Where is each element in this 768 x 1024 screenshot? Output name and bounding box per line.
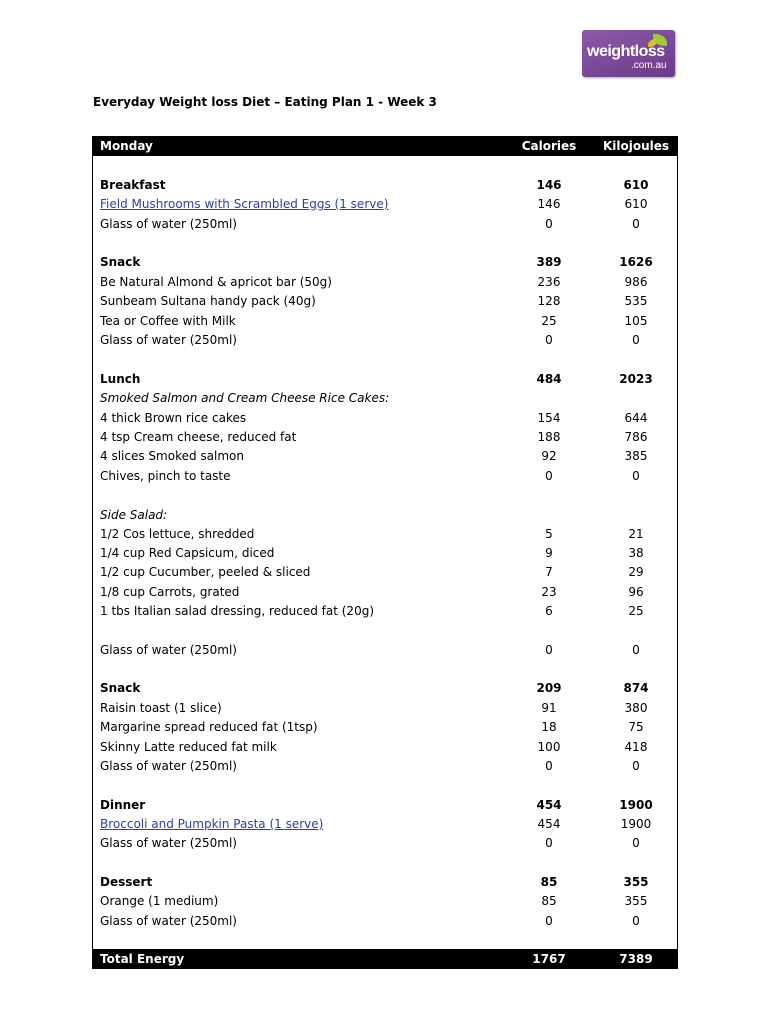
item-kilojoules: 535 <box>624 294 648 308</box>
table-row <box>93 408 677 428</box>
item-calories: 188 <box>537 430 561 444</box>
table-row <box>93 291 677 311</box>
item-calories: 100 <box>537 740 561 754</box>
item-name: Be Natural Almond & apricot bar (50g) <box>100 275 332 289</box>
item-name: Glass of water (250ml) <box>100 914 237 928</box>
item-name: 4 slices Smoked salmon <box>100 449 244 463</box>
item-name: 1/8 cup Carrots, grated <box>100 585 240 599</box>
item-kilojoules: 29 <box>628 565 644 579</box>
item-kilojoules: 610 <box>623 178 649 192</box>
item-name: Chives, pinch to taste <box>100 469 231 483</box>
item-kilojoules: 1626 <box>619 255 653 269</box>
item-name: Side Salad: <box>100 508 168 522</box>
header-day: Monday <box>100 139 153 153</box>
item-name: 1/4 cup Red Capsicum, diced <box>100 546 275 560</box>
table-row <box>93 601 677 621</box>
header-kilojoules: Kilojoules <box>602 139 670 153</box>
table-row <box>93 891 677 911</box>
item-kilojoules: 1900 <box>620 817 652 831</box>
item-name: Snack <box>100 681 141 695</box>
total-calories: 1767 <box>532 952 566 966</box>
item-name: Dinner <box>100 798 146 812</box>
item-name: 4 tsp Cream cheese, reduced fat <box>100 430 297 444</box>
item-name: Sunbeam Sultana handy pack (40g) <box>100 294 316 308</box>
item-name: Glass of water (250ml) <box>100 836 237 850</box>
item-name: Glass of water (250ml) <box>100 643 237 657</box>
table-row <box>93 330 677 350</box>
item-calories: 0 <box>545 469 553 483</box>
item-kilojoules: 380 <box>624 701 648 715</box>
item-kilojoules: 38 <box>628 546 644 560</box>
table-row <box>93 466 677 486</box>
item-name: 1/2 cup Cucumber, peeled & sliced <box>100 565 311 579</box>
item-calories: 146 <box>537 197 561 211</box>
item-calories: 236 <box>537 275 561 289</box>
item-kilojoules: 644 <box>624 411 648 425</box>
header-calories: Calories <box>521 139 577 153</box>
item-calories: 484 <box>536 372 562 386</box>
item-name: 4 thick Brown rice cakes <box>100 411 247 425</box>
item-calories: 0 <box>545 914 553 928</box>
table-row <box>93 717 677 737</box>
item-kilojoules: 1900 <box>619 798 653 812</box>
item-name: Snack <box>100 255 141 269</box>
table-row <box>93 698 677 718</box>
table-row[interactable] <box>93 814 677 834</box>
item-calories: 0 <box>545 643 553 657</box>
item-kilojoules: 21 <box>628 527 644 541</box>
item-calories: 0 <box>545 759 553 773</box>
table-header <box>93 136 677 156</box>
item-calories: 454 <box>536 798 562 812</box>
item-kilojoules: 0 <box>632 836 640 850</box>
item-name: Raisin toast (1 slice) <box>100 701 222 715</box>
recipe-link[interactable]: Broccoli and Pumpkin Pasta (1 serve) <box>100 817 324 831</box>
item-calories: 454 <box>537 817 561 831</box>
item-kilojoules: 418 <box>624 740 648 754</box>
item-calories: 85 <box>541 894 557 908</box>
meal-heading-row <box>93 872 677 892</box>
page-title: Everyday Weight loss Diet – Eating Plan 1 - Week 3 <box>93 95 437 109</box>
item-calories: 389 <box>536 255 562 269</box>
item-calories: 0 <box>545 217 553 231</box>
recipe-link[interactable]: Field Mushrooms with Scrambled Eggs (1 serve) <box>100 197 389 211</box>
table-row <box>93 272 677 292</box>
item-kilojoules: 786 <box>624 430 648 444</box>
item-kilojoules: 355 <box>623 875 649 889</box>
item-kilojoules: 105 <box>624 314 648 328</box>
item-kilojoules: 96 <box>628 585 644 599</box>
item-kilojoules: 0 <box>632 759 640 773</box>
item-name: Tea or Coffee with Milk <box>100 314 236 328</box>
table-row <box>93 737 677 757</box>
item-calories: 6 <box>545 604 553 618</box>
table-row <box>93 311 677 331</box>
item-calories: 9 <box>545 546 553 560</box>
table-row <box>93 756 677 776</box>
item-calories: 209 <box>536 681 562 695</box>
table-row <box>93 505 677 525</box>
table-row[interactable] <box>93 194 677 214</box>
item-calories: 91 <box>541 701 557 715</box>
weightloss-logo[interactable] <box>582 30 675 77</box>
item-kilojoules: 75 <box>628 720 644 734</box>
table-row <box>93 524 677 544</box>
table-row <box>93 543 677 563</box>
total-kilojoules: 7389 <box>619 952 653 966</box>
item-kilojoules: 25 <box>628 604 644 618</box>
item-name: Lunch <box>100 372 141 386</box>
item-kilojoules: 986 <box>624 275 648 289</box>
item-name: Smoked Salmon and Cream Cheese Rice Cakes: <box>100 391 390 405</box>
item-kilojoules: 610 <box>624 197 648 211</box>
item-calories: 0 <box>545 333 553 347</box>
item-name: Dessert <box>100 875 153 889</box>
item-calories: 154 <box>537 411 561 425</box>
meal-plan-table <box>92 136 678 969</box>
item-calories: 128 <box>537 294 561 308</box>
total-label: Total Energy <box>100 952 185 966</box>
table-row <box>93 214 677 234</box>
item-calories: 23 <box>541 585 557 599</box>
meal-heading-row <box>93 795 677 815</box>
item-calories: 7 <box>545 565 553 579</box>
item-kilojoules: 0 <box>632 914 640 928</box>
table-row <box>93 640 677 660</box>
logo-domain: .com.au <box>631 60 667 71</box>
table-row <box>93 911 677 931</box>
meal-heading-row <box>93 252 677 272</box>
item-calories: 146 <box>536 178 562 192</box>
table-row <box>93 388 677 408</box>
item-name: Glass of water (250ml) <box>100 333 237 347</box>
table-row <box>93 833 677 853</box>
table-row <box>93 446 677 466</box>
item-kilojoules: 355 <box>624 894 648 908</box>
meal-heading-row <box>93 678 677 698</box>
item-kilojoules: 0 <box>632 217 640 231</box>
item-kilojoules: 385 <box>624 449 648 463</box>
item-calories: 25 <box>541 314 557 328</box>
item-name: Breakfast <box>100 178 166 192</box>
item-calories: 85 <box>540 875 558 889</box>
item-calories: 18 <box>541 720 557 734</box>
item-name: Skinny Latte reduced fat milk <box>100 740 277 754</box>
item-name: Margarine spread reduced fat (1tsp) <box>100 720 318 734</box>
meal-heading-row <box>93 369 677 389</box>
table-row <box>93 562 677 582</box>
item-calories: 0 <box>545 836 553 850</box>
item-name: 1 tbs Italian salad dressing, reduced fat (20g) <box>100 604 374 618</box>
item-name: Glass of water (250ml) <box>100 217 237 231</box>
item-name: Orange (1 medium) <box>100 894 219 908</box>
item-kilojoules: 0 <box>632 333 640 347</box>
item-kilojoules: 2023 <box>619 372 653 386</box>
table-row <box>93 582 677 602</box>
total-row <box>93 949 677 969</box>
item-calories: 5 <box>545 527 553 541</box>
table-row <box>93 427 677 447</box>
item-name: 1/2 Cos lettuce, shredded <box>100 527 255 541</box>
item-kilojoules: 0 <box>632 643 640 657</box>
item-calories: 92 <box>541 449 557 463</box>
item-kilojoules: 874 <box>623 681 649 695</box>
item-kilojoules: 0 <box>632 469 640 483</box>
meal-heading-row <box>93 175 677 195</box>
item-name: Glass of water (250ml) <box>100 759 237 773</box>
logo-brand: weightloss <box>587 43 665 60</box>
